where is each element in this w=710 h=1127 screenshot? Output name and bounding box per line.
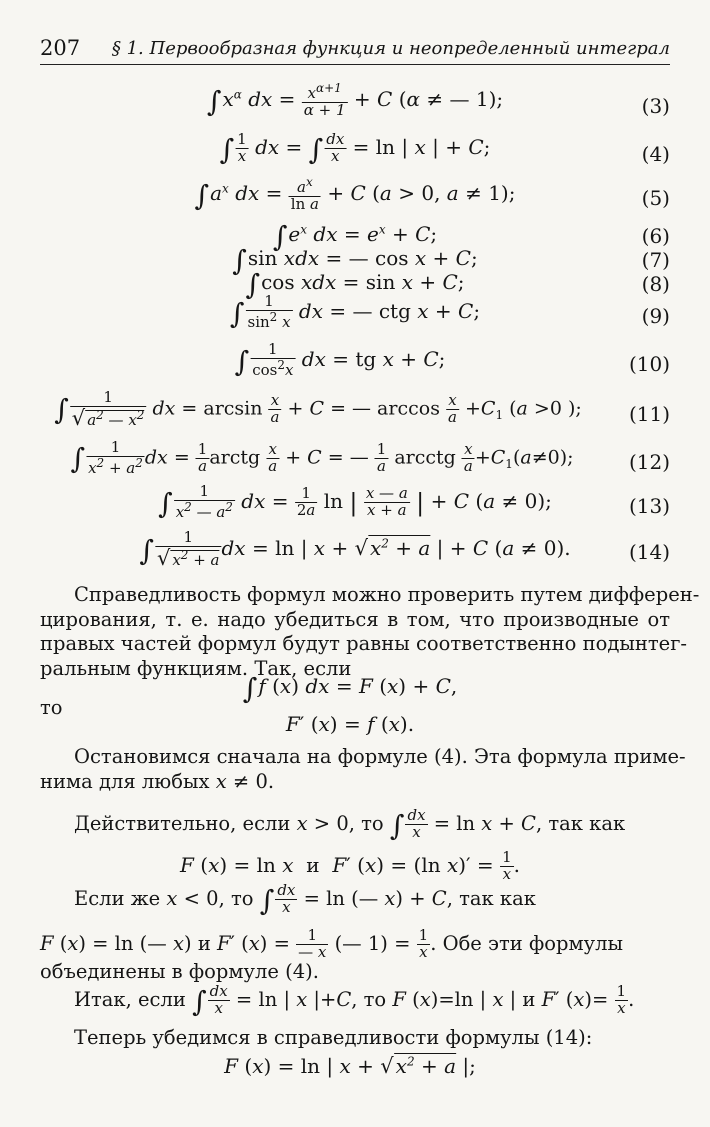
text-line: правых частей формул будут равны соответственно подынтег-: [40, 632, 688, 655]
formula-number: (13): [628, 494, 670, 518]
text-line: Остановимся сначала на формуле (4). Эта формула приме-: [74, 745, 686, 768]
formula-number: (8): [641, 272, 670, 296]
formula-derivative: F′ (x) = f (x).: [285, 712, 415, 736]
page-number: 207: [40, 36, 81, 60]
line-itak: Итак, если ∫ $\frac{dx}{x}$ = ln | x |+C, то F (x)=ln | x | и F′ (x)= $\frac{1}{x}$ .: [74, 982, 635, 1018]
line-negative-derivative: F (x) = ln (— x) и F′ (x) = $\frac{1}{— x}$ (— 1) = $\frac{1}{x}$ . Обе эти формулы: [40, 926, 623, 961]
formula-number: (14): [628, 540, 670, 564]
text-line: Справедливость формул можно проверить путем дифферен-: [74, 583, 700, 606]
formula-number: (12): [628, 450, 670, 474]
formula-number: (7): [641, 248, 670, 272]
formula-14-check: F (x) = ln | x + √ $x^2 + a$ |;: [224, 1054, 476, 1078]
text-line: цирования, т. е. надо убедиться в том, что производные от: [40, 607, 670, 631]
text-line: нима для любых x ≠ 0.: [40, 769, 275, 793]
formula-number: (5): [641, 186, 670, 210]
text-to: то: [40, 696, 63, 719]
formula-ln-derivative: F (x) = ln x и F′ (x) = (ln x)′ = $\frac{1}{x}$ .: [180, 848, 520, 883]
line-x-positive: Действительно, если x > 0, то ∫ $\frac{dx}{x}$ = ln x + C, так как: [74, 806, 626, 842]
formula-number: (4): [641, 142, 670, 166]
text-line: ральным функциям. Так, если: [40, 656, 352, 680]
paragraph-verification: [40, 583, 700, 681]
formula-number: (10): [628, 352, 670, 376]
text-line: Теперь убедимся в справедливости формулы (14):: [74, 1026, 593, 1049]
formula-number: (11): [628, 402, 670, 426]
text-line: объединены в формуле (4).: [40, 960, 319, 983]
paragraph-formula-4: [40, 745, 686, 794]
line-x-negative: Если же x < 0, то ∫ $\frac{dx}{x}$ = ln (— x) + C, так как: [74, 881, 536, 917]
formula-number: (3): [641, 94, 670, 118]
formula-number: (9): [641, 304, 670, 328]
running-header: [40, 34, 670, 65]
formula-definition: ∫f (x) dx = F (x) + C,: [242, 672, 458, 705]
book-page: 207 § 1. Первообразная функция и неопределенный интеграл $\int x^\alpha$ dx = $\frac{x^{\alpha+1}}{\alpha + 1}$ + C (α ≠ — 1); (3) ∫ $\frac{1}{x}$ dx = ∫ $\frac{dx}{x}$ = ln | x | + C; (4) $\int a^x$ dx = $\frac{a^x}{\text{ln a}}$ + C (a > 0, a ≠ 1); (5) $\int e^x$ dx = $e^x + C$; (6) ∫sin xdx = — cos x + C; (7) ∫cos xdx = sin x + C; (8) ∫ $\frac{1}{\sin^2 x}$ dx = — ctg x + C; (9) ∫ $\frac{1}{\cos^2x}$ dx = tg x + C; (10) ∫ $\frac{1}{√ a^2 — x^2}$ dx = arcsin $\frac{x}{a}$ + C = — arccos $\frac{x}{a}$ $+C_1$ (a >0 ); (11) ∫ $\frac{1}{x^2 + a^2}$ dx = $\frac{1}{a}$ arctg $\frac{x}{a}$ + C = — $\frac{1}{a}$ arcctg $\frac{x}{a}$ $+C_1(a\ne 0)$; (12) ∫ $\frac{1}{x^2 — a^2}$ dx = $\frac{1}{2a}$ ln | $\frac{x — a}{x + a}$ | + C (a ≠ 0); (13) ∫ $\frac{1}{√ x^2 + a}$ dx = ln | x + √ $x^2 + a$ | + C (a ≠ 0). (14) Справедливость формул можно проверить путем дифферен- цирования, т. е. надо убедиться в том, что производные от правых частей формул будут равны соответственно подынтег- ральным функциям. Так, если ∫f (x) dx = F (x) + C, то F′ (x) = f (x). Остановимся сначала на формуле (4). Эта формула приме- нима для любых x ≠ 0. Действительно, если x > 0, то ∫ $\frac{dx}{x}$ = ln x + C, так как F (x) = ln x и F′ (x) = (ln x)′ = $\frac{1}{x}$ . Если же x < 0, то ∫ $\frac{dx}{x}$ = ln (— x) + C, так как F (x) = ln (— x) и F′ (x) = $\frac{1}{— x}$ (— 1) = $\frac{1}{x}$ . Обе эти формулы объединены в формуле (4). Итак, если ∫ $\frac{dx}{x}$ = ln | x |+C, то F (x)=ln | x | и F′ (x)= $\frac{1}{x}$ . Теперь убедимся в справедливости формулы (14): F (x) = ln | x + √ $x^2 + a$ |;: [40, 36, 700, 1078]
running-title: § 1. Первообразная функция и неопределенный интеграл: [111, 38, 670, 59]
formula-number: (6): [641, 224, 670, 248]
